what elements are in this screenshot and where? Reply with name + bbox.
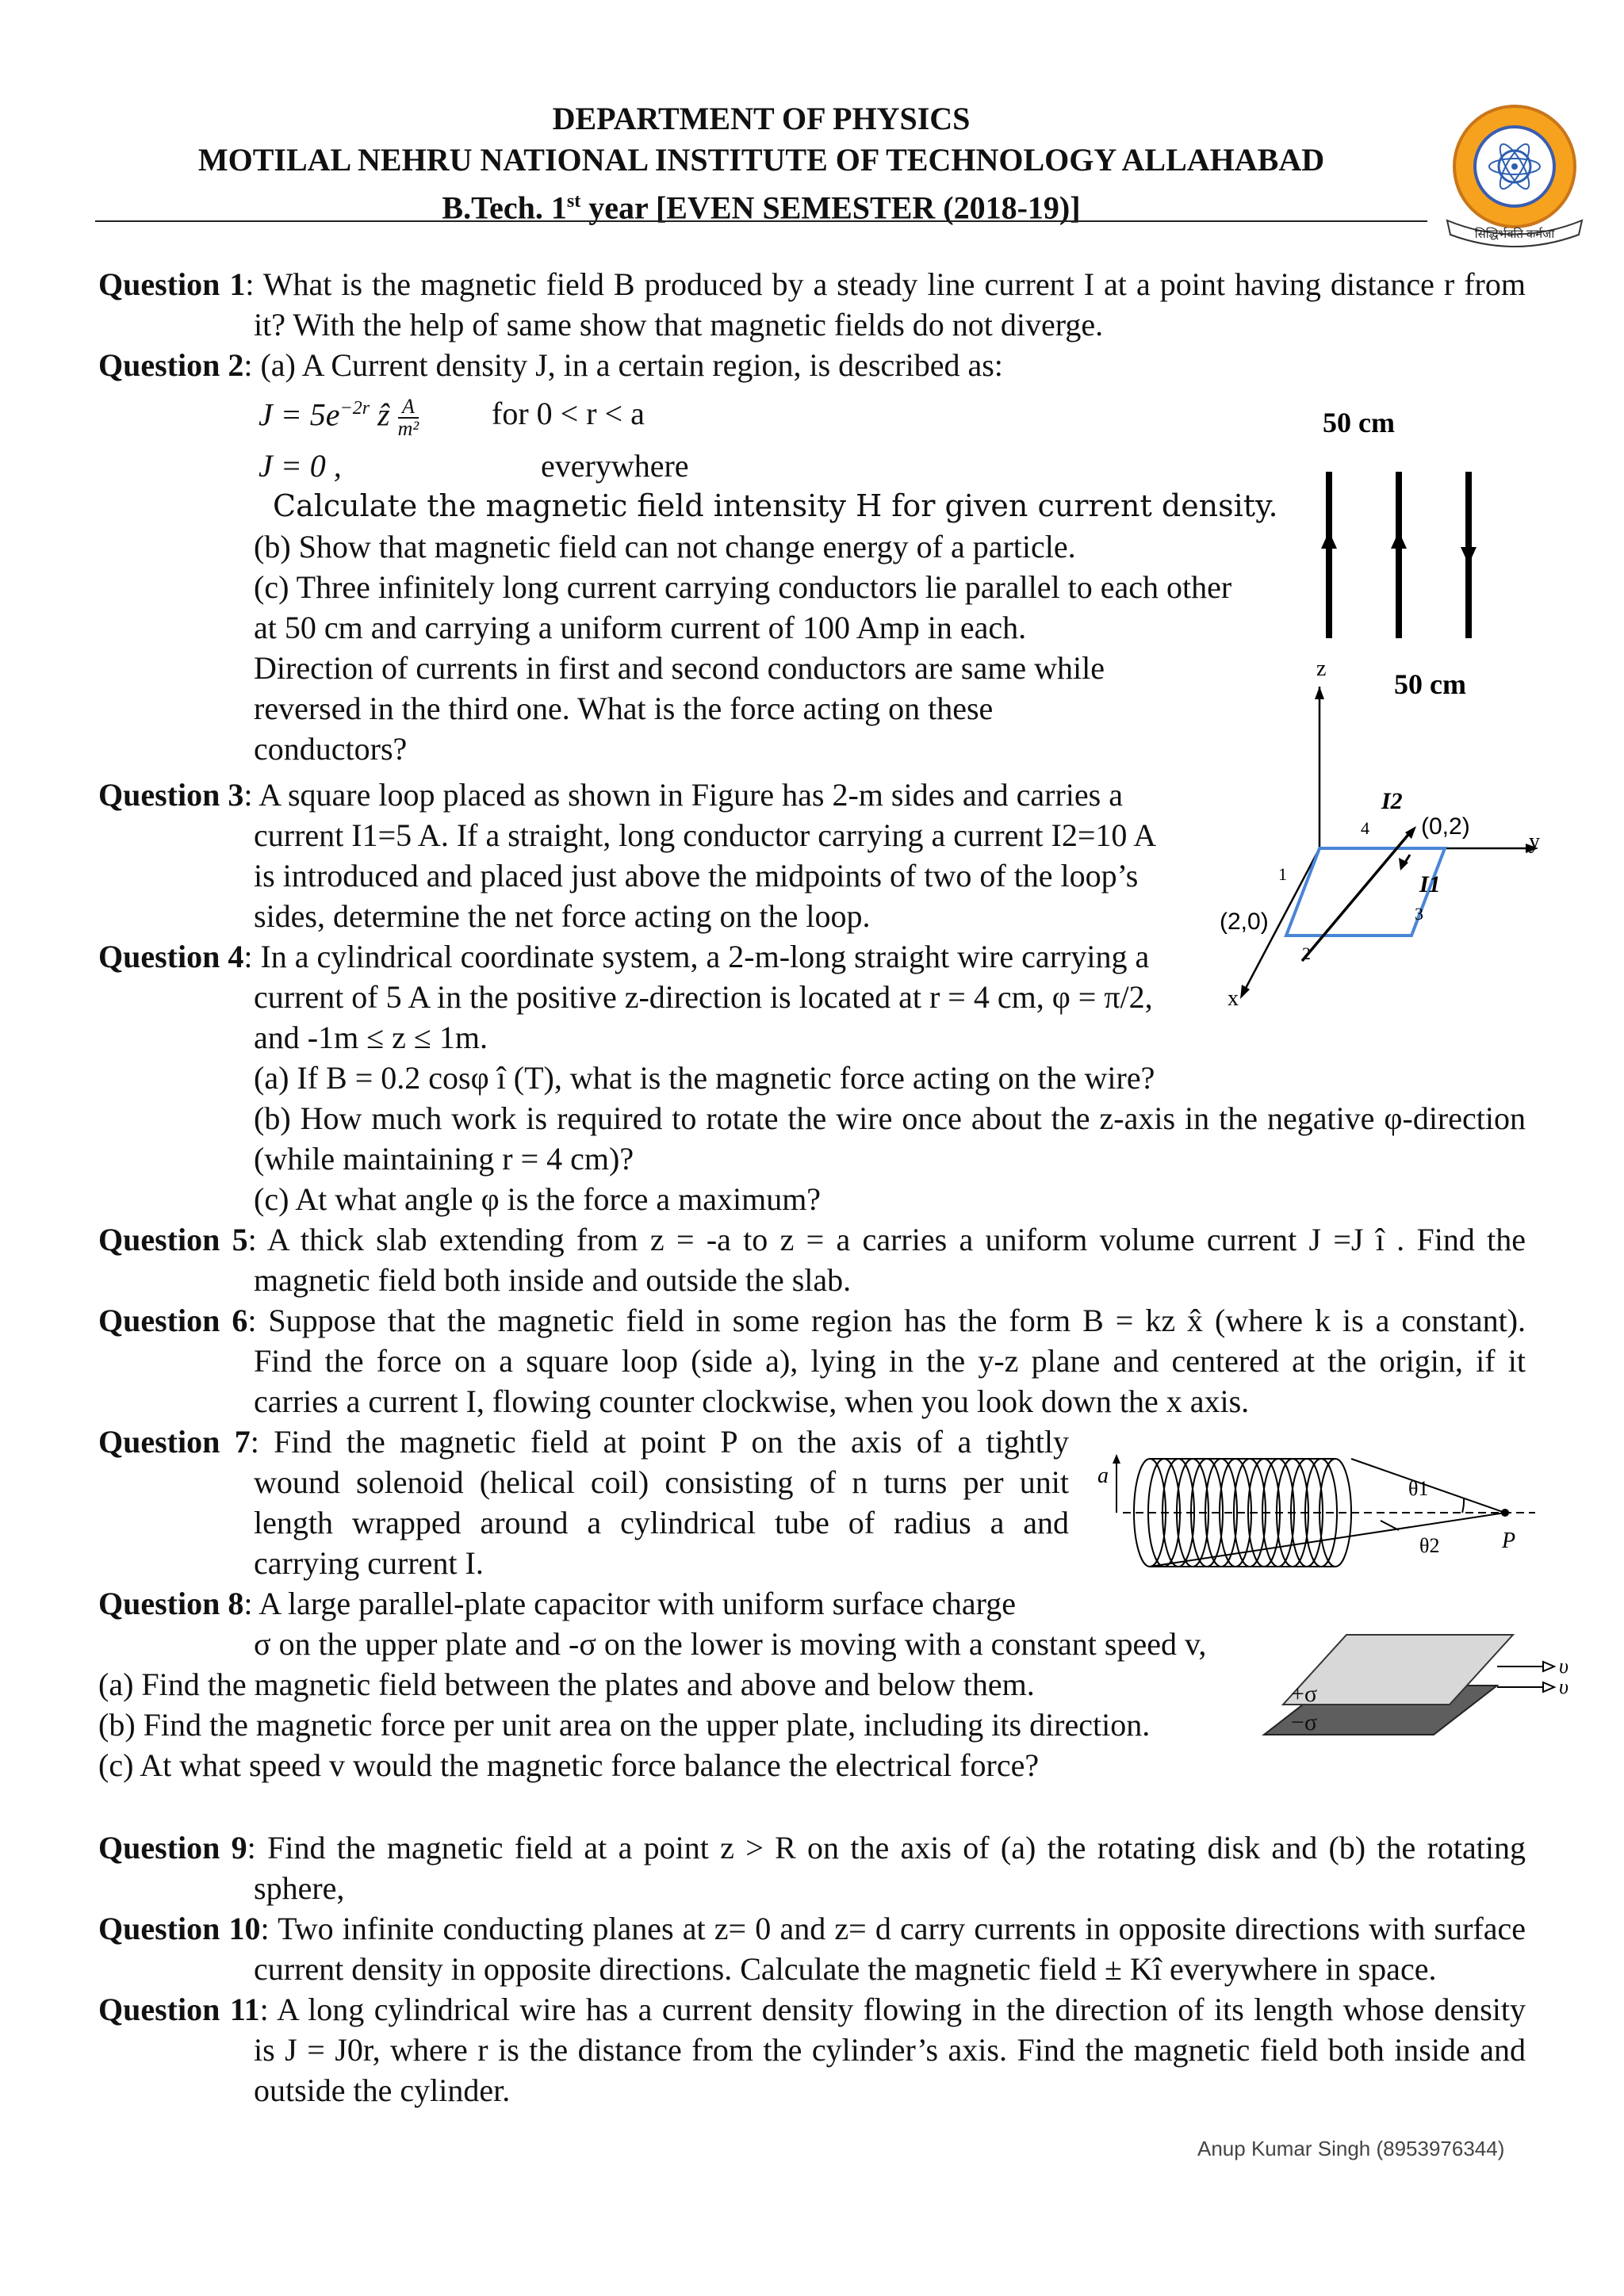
- axis-z-label: z: [1316, 656, 1327, 681]
- question-2-calc: Calculate the magnetic field intensity H for given current density.: [273, 488, 1278, 523]
- equation-1-condition: for 0 < r < a: [492, 396, 645, 431]
- question-6-line-3: carries a current I, flowing counter clockwise, when you look down the x axis.: [254, 1383, 1250, 1419]
- question-2b: (b) Show that magnetic field can not change energy of a particle.: [254, 529, 1076, 564]
- question-5-line-2: magnetic field both inside and outside the slab.: [254, 1262, 852, 1298]
- label-side-3: 3: [1415, 904, 1423, 924]
- question-2c-line-5: conductors?: [254, 731, 408, 767]
- question-3-line-4: sides, determine the net force acting on the loop.: [254, 898, 871, 934]
- arrow-right-icon: [1543, 1662, 1554, 1671]
- label-theta1: θ1: [1408, 1477, 1429, 1500]
- figure-solenoid: [1091, 1427, 1543, 1578]
- label-spacing-top: 50 cm: [1323, 407, 1395, 438]
- question-4-line-3: and -1m ≤ z ≤ 1m.: [254, 1020, 488, 1055]
- question-3-line-2: current I1=5 A. If a straight, long conductor carrying a current I2=10 A: [254, 817, 1157, 853]
- label-point-2-0: (2,0): [1220, 909, 1269, 935]
- header-rule: [95, 220, 1427, 222]
- label-a: a: [1097, 1464, 1109, 1488]
- question-1-line-2: it? With the help of same show that magnetic fields do not diverge.: [254, 307, 1104, 342]
- header-institute: MOTILAL NEHRU NATIONAL INSTITUTE OF TECHNOLOGY ALLAHABAD: [197, 142, 1325, 178]
- question-4c: (c) At what angle φ is the force a maximum?: [254, 1181, 822, 1217]
- equation-2-condition: everywhere: [541, 448, 689, 484]
- question-5: Question 5: A thick slab extending from z = -a to z = a carries a uniform volume current J =J î . Find the: [98, 1222, 1526, 1257]
- label-side-4: 4: [1361, 818, 1369, 838]
- question-8c: (c) At what speed v would the magnetic force balance the electrical force?: [98, 1747, 1040, 1783]
- question-7-line-2: wound solenoid (helical coil) consisting of n turns per unit: [254, 1464, 1069, 1500]
- question-4b: (b) How much work is required to rotate the wire once about the z-axis in the negative φ-direction: [254, 1100, 1526, 1136]
- arrow-right-icon: [1543, 1682, 1554, 1692]
- label-spacing-bottom: 50 cm: [1394, 668, 1466, 700]
- arrow-up-icon: [1321, 531, 1337, 549]
- question-11-line-3: outside the cylinder.: [254, 2072, 511, 2108]
- question-8b: (b) Find the magnetic force per unit area on the upper plate, including its direction.: [98, 1707, 1151, 1743]
- point-P: [1501, 1509, 1509, 1517]
- label-v-lower: υ: [1559, 1675, 1568, 1698]
- question-11: Question 11: A long cylindrical wire has a current density flowing in the direction of its length whose density: [98, 1992, 1526, 2027]
- footer-author: Anup Kumar Singh (8953976344): [1197, 2137, 1505, 2160]
- question-9-line-2: sphere,: [254, 1870, 345, 1906]
- institute-logo: [1439, 101, 1590, 252]
- question-2: Question 2: (a) A Current density J, in a certain region, is described as:: [98, 347, 1003, 383]
- label-point-0-2: (0,2): [1421, 813, 1470, 840]
- label-P: P: [1502, 1529, 1516, 1553]
- question-2c-line-1: (c) Three infinitely long current carrying conductors lie parallel to each other: [254, 569, 1232, 605]
- question-10-line-2: current density in opposite directions. Calculate the magnetic field ± Kî everywhere in space.: [254, 1951, 1437, 1987]
- label-I1: I1: [1419, 871, 1441, 897]
- arrow-down-icon: [1461, 547, 1477, 564]
- question-6: Question 6: Suppose that the magnetic field in some region has the form B = kz x̂ (where k is a constant).: [98, 1303, 1526, 1338]
- question-3-line-3: is introduced and placed just above the midpoints of two of the loop’s: [254, 858, 1139, 894]
- question-2c-line-3: Direction of currents in first and second conductors are same while: [254, 650, 1105, 686]
- question-4b-line-2: (while maintaining r = 4 cm)?: [254, 1141, 634, 1177]
- question-4-line-2: current of 5 A in the positive z-direction is located at r = 4 cm, φ = π/2,: [254, 979, 1153, 1015]
- arrow-up-icon: [1391, 531, 1407, 549]
- question-11-line-2: is J = J0r, where r is the distance from the cylinder’s axis. Find the magnetic field both inside and: [254, 2032, 1526, 2068]
- label-minus-sigma: −σ: [1291, 1709, 1318, 1735]
- question-4a: (a) If B = 0.2 cosφ î (T), what is the magnetic force acting on the wire?: [254, 1060, 1155, 1096]
- question-10: Question 10: Two infinite conducting planes at z= 0 and z= d carry currents in opposite directions with surface: [98, 1911, 1526, 1946]
- header-course: B.Tech. 1st year [EVEN SEMESTER (2018-19)]: [442, 189, 1081, 226]
- figure-capacitor: [1259, 1625, 1576, 1744]
- equation-2: J = 0 ,: [259, 448, 342, 484]
- question-4: Question 4: In a cylindrical coordinate system, a 2-m-long straight wire carrying a: [98, 939, 1150, 974]
- question-7-line-4: carrying current I.: [254, 1545, 484, 1581]
- label-I2: I2: [1381, 788, 1403, 814]
- question-8-line-2: σ on the upper plate and -σ on the lower is moving with a constant speed v,: [254, 1626, 1207, 1662]
- label-plus-sigma: +σ: [1291, 1681, 1318, 1707]
- header-department: DEPARTMENT OF PHYSICS: [552, 101, 971, 136]
- label-v-upper: υ: [1559, 1655, 1568, 1678]
- question-2c-line-2: at 50 cm and carrying a uniform current of 100 Amp in each.: [254, 610, 1027, 645]
- label-theta2: θ2: [1419, 1534, 1440, 1557]
- question-9: Question 9: Find the magnetic field at a point z > R on the axis of (a) the rotating disk and (b) the rotating: [98, 1830, 1526, 1866]
- question-1: Question 1: What is the magnetic field B produced by a steady line current I at a point having distance r from: [98, 266, 1526, 302]
- question-3: Question 3: A square loop placed as shown in Figure has 2-m sides and carries a: [98, 777, 1123, 813]
- axis-x-label: x: [1228, 986, 1239, 1011]
- question-6-line-2: Find the force on a square loop (side a), lying in the y-z plane and centered at the origin, if it: [254, 1343, 1526, 1379]
- question-8a: (a) Find the magnetic field between the plates and above and below them.: [98, 1667, 1035, 1702]
- question-8: Question 8: A large parallel-plate capacitor with uniform surface charge: [98, 1586, 1017, 1621]
- figure-square-loop: [1205, 650, 1554, 1015]
- axis-y-label: y: [1529, 829, 1540, 854]
- svg-text:सिद्धिर्भवति कर्मजा: सिद्धिर्भवति कर्मजा: [1474, 228, 1555, 241]
- question-2c-line-4: reversed in the third one. What is the force acting on these: [254, 691, 994, 726]
- question-7: Question 7: Find the magnetic field at point P on the axis of a tightly: [98, 1424, 1069, 1460]
- question-7-line-3: length wrapped around a cylindrical tube of radius a and: [254, 1505, 1069, 1540]
- label-side-1: 1: [1278, 864, 1287, 884]
- equation-current-density: $J = 5e^{-2r}$ ẑ $\frac{A}{\text{m²}}$: [259, 395, 419, 441]
- label-side-2: 2: [1302, 943, 1311, 963]
